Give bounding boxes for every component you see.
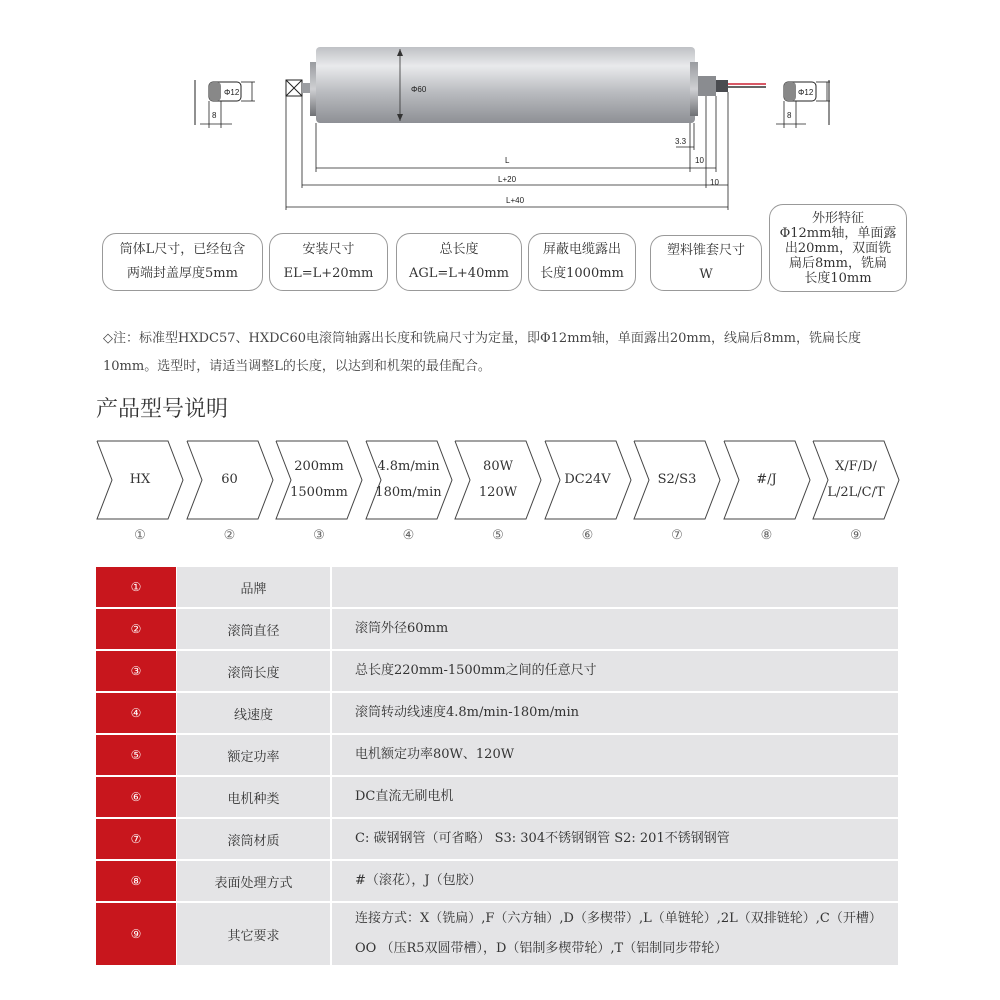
row-number: ⑧ <box>96 861 176 901</box>
box-body-length <box>102 233 263 291</box>
model-part-number: ⑤ <box>492 528 504 543</box>
left-shaft-detail <box>195 80 255 128</box>
row-description <box>332 861 898 901</box>
row-description <box>332 903 898 965</box>
model-part-line: X/F/D/ <box>835 459 877 474</box>
row-description <box>332 651 898 691</box>
row-name: 滚筒直径 <box>177 609 330 649</box>
model-part-text <box>633 440 721 520</box>
model-part-line: 4.8m/min <box>377 459 440 474</box>
model-part-chevron <box>365 440 453 520</box>
row-name: 品牌 <box>177 567 330 607</box>
model-part-number: ② <box>223 528 236 543</box>
model-part-line: 180m/min <box>375 485 442 500</box>
box-line: 安装尺寸 <box>302 242 355 257</box>
row-description <box>332 777 898 817</box>
model-part-chevron <box>96 440 184 520</box>
dim-L40-label: L+40 <box>506 196 525 205</box>
row-description-line: 连接方式：X（铣扁）,F（六方轴）,D（多楔带）,L（单链轮）,2L（双排链轮）,C（开槽） <box>355 911 882 926</box>
table-row <box>96 903 898 965</box>
row-name: 滚筒材质 <box>177 819 330 859</box>
row-description-line: 滚筒转动线速度4.8m/min-180m/min <box>355 705 580 720</box>
box-cone-sleeve <box>650 235 762 291</box>
row-number: ⑦ <box>96 819 176 859</box>
model-part-number: ① <box>134 528 146 543</box>
row-name: 线速度 <box>177 693 330 733</box>
row-number: ① <box>96 567 176 607</box>
roller-body <box>286 47 766 123</box>
model-part-line: #/J <box>756 472 777 487</box>
row-number: ③ <box>96 651 176 691</box>
model-part-text <box>812 440 900 520</box>
row-name: 表面处理方式 <box>177 861 330 901</box>
model-part-line: 60 <box>221 472 238 487</box>
row-number: ⑤ <box>96 735 176 775</box>
model-part-text <box>96 440 184 520</box>
dim-L-label: L <box>505 156 510 165</box>
box-line: EL=L+20mm <box>283 266 374 281</box>
model-part-line: 1500mm <box>290 485 348 500</box>
model-part-line: 80W <box>483 459 513 474</box>
box-cable-length <box>528 233 636 291</box>
right-flat-label: 8 <box>787 111 792 120</box>
box-line: AGL=L+40mm <box>408 266 510 281</box>
box-line: 总长度 <box>439 242 479 257</box>
dim-10a-label: 10 <box>695 156 704 165</box>
model-part-line: S2/S3 <box>657 472 697 487</box>
table-row <box>96 735 898 775</box>
row-description <box>332 609 898 649</box>
model-part-number: ⑨ <box>850 528 862 543</box>
model-part-number: ⑥ <box>581 528 594 543</box>
table-row <box>96 777 898 817</box>
model-part-chevron <box>633 440 721 520</box>
box-line: 扁后8mm，铣扁 <box>789 255 887 271</box>
model-part-chevron <box>723 440 811 520</box>
model-part-chevron <box>544 440 632 520</box>
row-description <box>332 693 898 733</box>
model-part-number: ⑧ <box>760 528 773 543</box>
row-number: ④ <box>96 693 176 733</box>
model-part-line: DC24V <box>564 472 611 487</box>
right-shaft-detail <box>776 80 830 128</box>
table-row <box>96 693 898 733</box>
box-total-length <box>396 233 522 291</box>
note <box>103 325 913 381</box>
table-row <box>96 861 898 901</box>
row-description-line: 电机额定功率80W、120W <box>355 747 515 762</box>
model-part-line: HX <box>129 472 151 487</box>
row-description-line: C: 碳钢钢管（可省略） S3: 304不锈钢钢管 S2: 201不锈钢钢管 <box>355 831 730 846</box>
box-line: Φ12mm轴，单面露 <box>779 225 897 241</box>
row-name: 电机种类 <box>177 777 330 817</box>
dim-3-3-label: 3.3 <box>675 137 687 146</box>
box-line: 两端封盖厚度5mm <box>127 266 238 281</box>
box-line: 外形特征 <box>811 210 864 226</box>
table-row <box>96 609 898 649</box>
model-part-chevron <box>275 440 363 520</box>
model-part-text <box>454 440 542 520</box>
box-line: 长度10mm <box>804 270 872 286</box>
table-row <box>96 567 898 607</box>
row-number: ⑥ <box>96 777 176 817</box>
row-name: 其它要求 <box>177 903 330 965</box>
box-install-size <box>269 233 388 291</box>
row-description-line: OO （压R5双圆带槽），D（铝制多楔带轮）,T（铝制同步带轮） <box>355 941 728 956</box>
row-description <box>332 567 898 607</box>
dim-L20-label: L+20 <box>498 175 517 184</box>
model-part-text <box>365 440 453 520</box>
model-part-line: L/2L/C/T <box>827 485 885 500</box>
model-part-text <box>723 440 811 520</box>
model-part-line: 120W <box>478 485 518 500</box>
dim-10b-label: 10 <box>710 178 719 187</box>
row-description-line: 滚筒外径60mm <box>355 621 449 636</box>
model-part-number: ⑦ <box>671 528 683 543</box>
row-description <box>332 735 898 775</box>
box-line: 筒体L尺寸，已经包含 <box>119 242 246 257</box>
table-row <box>96 819 898 859</box>
diameter-label: Φ60 <box>411 85 427 94</box>
row-description-line: 总长度220mm-1500mm之间的任意尺寸 <box>355 663 597 678</box>
model-part-text <box>275 440 363 520</box>
model-part-chevron <box>454 440 542 520</box>
model-part-number: ③ <box>313 528 325 543</box>
row-name: 额定功率 <box>177 735 330 775</box>
box-line: 塑料锥套尺寸 <box>666 243 745 258</box>
left-flat-label: 8 <box>212 111 217 120</box>
note-line-1: ◇注：标准型HXDC57、HXDC60电滚筒轴露出长度和铣扁尺寸为定量，即Φ12mm轴，单面露出20mm，线扁后8mm，铣扁长度 <box>103 331 861 346</box>
row-name: 滚筒长度 <box>177 651 330 691</box>
row-number: ⑨ <box>96 903 176 965</box>
box-line: 屏蔽电缆露出 <box>542 242 621 257</box>
model-part-chevron <box>186 440 274 520</box>
left-shaft-diameter-label: Φ12 <box>224 88 240 97</box>
model-part-line: 200mm <box>294 459 344 474</box>
box-shape-features <box>769 204 907 292</box>
table-row <box>96 651 898 691</box>
note-line-2: 10mm。选型时，请适当调整L的长度，以达到和机架的最佳配合。 <box>103 359 491 374</box>
model-part-text <box>186 440 274 520</box>
right-shaft-diameter-label: Φ12 <box>798 88 814 97</box>
model-part-text <box>544 440 632 520</box>
roller-drawing <box>0 0 1000 225</box>
row-description-line: DC直流无刷电机 <box>355 789 454 804</box>
model-part-chevron <box>812 440 900 520</box>
section-title: 产品型号说明 <box>96 397 229 422</box>
row-description <box>332 819 898 859</box>
model-part-number: ④ <box>402 528 415 543</box>
row-description-line: #（滚花），J（包胶） <box>355 873 482 888</box>
row-number: ② <box>96 609 176 649</box>
box-line: 长度1000mm <box>540 266 624 281</box>
box-line: W <box>699 267 713 282</box>
box-line: 出20mm，双面铣 <box>784 240 892 256</box>
